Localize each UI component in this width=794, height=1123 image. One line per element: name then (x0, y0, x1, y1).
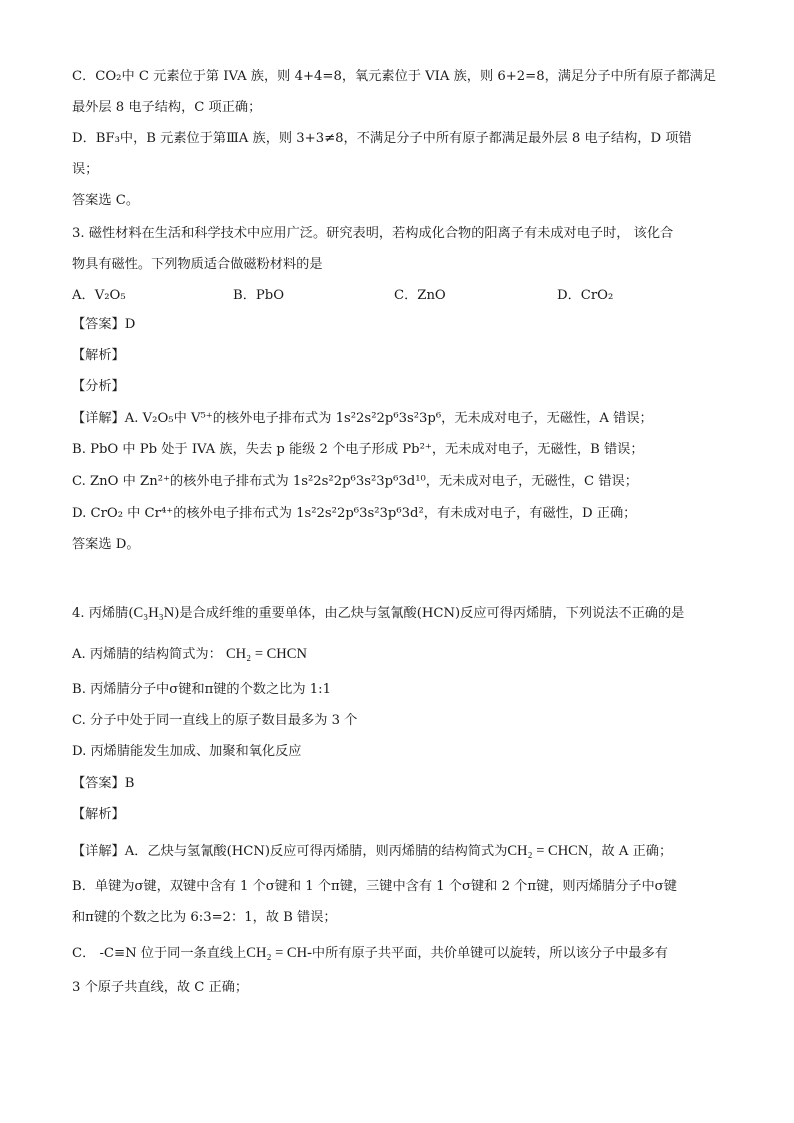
q4-stem-suffix: )是合成纤维的重要单体，由乙炔与氢氰酸(HCN)反应可得丙烯腈，下列说法不正确的是 (174, 606, 685, 621)
q4-detail-c-suffix: 中所有原子共平面，共价单键可以旋转，所以该分子中最多有 (311, 946, 668, 961)
q3-stem-line-1: 3. 磁性材料在生活和科学技术中应用广泛。研究表明，若构成化合物的阳离子有未成对电子时， 该化合 (72, 226, 674, 241)
q4-option-b: B. 丙烯腈分子中σ键和π键的个数之比为 1:1 (72, 682, 331, 697)
q3-fenxi-label: 【分析】 (72, 379, 125, 394)
q4-analysis-label: 【解析】 (72, 807, 125, 822)
q3-analysis-label: 【解析】 (72, 348, 125, 363)
q4-option-a-text: A. 丙烯腈的结构简式为： (72, 647, 222, 662)
q4-option-a (72, 645, 732, 664)
q3-option-c: C．ZnO (394, 288, 446, 303)
q4-stem-formula: C₃H₃N (133, 605, 175, 621)
q4-detail-a-end: ，故 A 正确； (588, 844, 673, 859)
q3-conclusion: 答案选 D。 (72, 537, 140, 552)
q4-detail-b-line-1: B．单键为σ键，双键中含有 1 个σ键和 1 个π键，三键中含有 1 个σ键和 2 个π键，则丙烯腈分子中σ键 (72, 879, 677, 894)
q4-stem (72, 604, 732, 623)
q4-detail-a (72, 842, 732, 861)
q3-detail-b: B. PbO 中 Pb 处于 IVA 族，失去 p 能级 2 个电子形成 Pb²⁺，无未成对电子，无磁性，B 错误； (72, 442, 644, 457)
q4-detail-c-prefix: C． -C≡N 位于同一条直线上 (72, 946, 247, 961)
prev-option-d-line-1: D．BF₃中，B 元素位于第ⅢA 族，则 3+3≠8，不满足分子中所有原子都满足最外层 8 电子结构，D 项错 (72, 131, 692, 146)
q3-detail-c: C. ZnO 中 Zn²⁺的核外电子排布式为 1s²2s²2p⁶3s²3p⁶3d¹⁰，无未成对电子，无磁性，C 错误； (72, 474, 638, 489)
q4-detail-a-formula: CH₂ = CHCN (507, 843, 589, 859)
q3-answer: 【答案】D (72, 317, 136, 332)
q4-detail-a-text: 【详解】A．乙炔与氢氰酸(HCN)反应可得丙烯腈，则丙烯腈的结构简式为 (72, 844, 508, 859)
q3-stem-line-2: 物具有磁性。下列物质适合做磁粉材料的是 (72, 257, 323, 272)
q3-detail-d: D. CrO₂ 中 Cr⁴⁺的核外电子排布式为 1s²2s²2p⁶3s²3p⁶3d²，有未成对电子，有磁性，D 正确； (72, 506, 637, 521)
prev-option-c-line-2: 最外层 8 电子结构，C 项正确； (72, 100, 262, 115)
q3-option-d: D．CrO₂ (557, 288, 614, 303)
prev-option-d-line-2: 误； (72, 162, 99, 177)
q4-detail-b-line-2: 和π键的个数之比为 6:3=2：1，故 B 错误； (72, 910, 337, 925)
q4-detail-c-formula: CH₂ = CH- (246, 945, 312, 961)
q3-option-a: A．V₂O₅ (72, 288, 126, 303)
q4-detail-c-line-2: 3 个原子共直线，故 C 正确； (72, 980, 249, 995)
q3-detail-a: 【详解】A. V₂O₅中 V⁵⁺的核外电子排布式为 1s²2s²2p⁶3s²3p⁶，无未成对电子，无磁性，A 错误； (72, 411, 653, 426)
q4-option-c: C. 分子中处于同一直线上的原子数目最多为 3 个 (72, 713, 358, 728)
q4-option-a-formula: CH₂ = CHCN (226, 646, 307, 662)
q4-detail-c-line-1 (72, 944, 732, 963)
prev-option-c-line-1: C．CO₂中 C 元素位于第 IVA 族，则 4+4=8，氧元素位于 VIA 族，则 6+2=8，满足分子中所有原子都满足 (72, 69, 717, 84)
prev-answer: 答案选 C。 (72, 193, 140, 208)
q4-stem-prefix: 4. 丙烯腈( (72, 606, 134, 621)
q4-answer: 【答案】B (72, 776, 135, 791)
q3-option-b: B．PbO (233, 288, 285, 303)
q4-option-d: D. 丙烯腈能发生加成、加聚和氧化反应 (72, 744, 302, 759)
